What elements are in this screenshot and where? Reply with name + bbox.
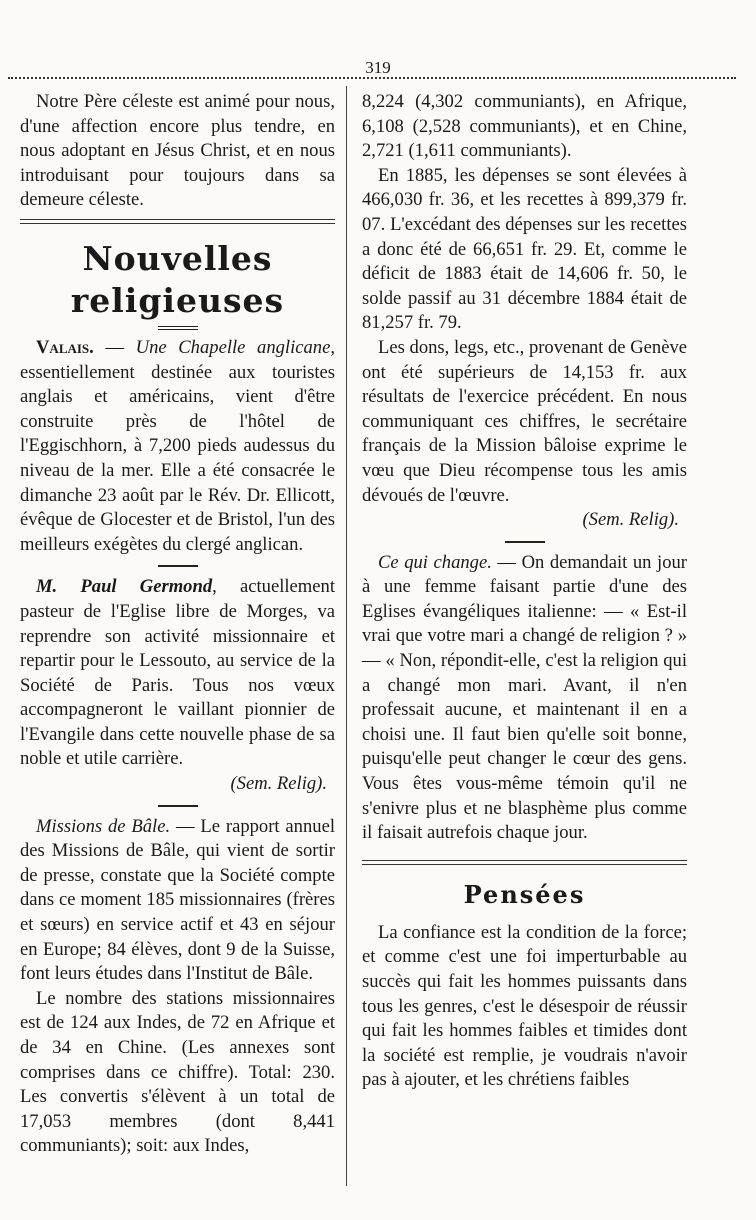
bale-donations-paragraph: Les dons, legs, etc., provenant de Genève ont été supérieurs de 14,153 fr. aux résultats de l'exercice précédent. En nous communiquant ces chiffres, le secrétaire français de la Mission bâloise exprime le vœu que Dieu récompense tous les amis dévoués de l'œuvre.	[362, 336, 687, 506]
right-column	[362, 90, 687, 1093]
separator-dash	[158, 565, 198, 567]
bale-paragraph-2: Le nombre des stations missionnaires est de 124 aux Indes, de 72 en Afrique et de 34 en Chine. (Les annexes sont comprises dans ce chiffre). Total: 230. Les convertis s'élèvent à un total de 17,053 membres (dont 8,441 communiants); soit: aux Indes,	[20, 987, 335, 1157]
bale-lead: Missions de Bâle.	[36, 815, 171, 837]
left-column	[20, 90, 335, 1159]
change-paragraph	[362, 551, 687, 846]
germond-text: , actuellement pasteur de l'Eglise libre de Morges, va reprendre son activité missionnaire et repartir pour le Lessouto, au service de la Société de Paris. Tous nos vœux accompagneront le vaillant pionnier de l'Evangile dans cette nouvelle phase de sa noble et utile carrière.	[20, 576, 335, 770]
pensees-title: Pensées	[463, 879, 586, 909]
separator-dash	[505, 541, 545, 543]
section-title: Nouvelles religieuses	[70, 238, 285, 320]
double-rule	[362, 860, 687, 865]
double-rule	[20, 219, 335, 224]
valais-title: Une Chapelle anglicane,	[135, 336, 335, 358]
change-text: — On demandait un jour à une femme faisant partie d'une des Eglises évangéliques italienne: — « Est-il vrai que votre mari a changé de religion ? » — « Non, répondit-elle, c'est la religion qui a changé mon mari. Avant, il n'en professait aucune, et maintenant il en a choisi une. Il faut bien qu'elle soit bonne, puisqu'elle peut changer le cœur des gens. Vous êtes vous-même témoin qu'il ne s'enivre plus et ne blasphème plus comme il faisait autrefois chaque jour.	[362, 551, 687, 844]
germond-paragraph	[20, 575, 335, 772]
page-number: 319	[365, 58, 391, 77]
intro-paragraph: Notre Père céleste est animé pour nous, d'une affection encore plus tendre, en nous adoptant en Jésus Christ, et en nous introduisant pour toujours dans sa demeure céleste.	[20, 91, 335, 211]
bale-text: — Le rapport annuel des Missions de Bâle, qui vient de sortir de presse, constate que la Société compte dans ce moment 185 missionnaires (frères et sœurs) en service actif et 43 en séjour en Europe; 84 élèves, dont 9 de la Suisse, font leurs études dans l'Institut de Bâle.	[20, 815, 335, 985]
bale-source: (Sem. Relig).	[582, 509, 679, 531]
header-rule	[8, 77, 736, 79]
bale-continuation: 8,224 (4,302 communiants), en Afrique, 6,108 (2,528 communiants), et en Chine, 2,721 (1,611 communiants).	[362, 91, 687, 162]
column-divider	[346, 86, 347, 1186]
valais-text: essentiellement destinée aux touristes anglais et américains, vient d'être construite près de l'hôtel de l'Eggischhorn, à 7,200 pieds audessus du niveau de la mer. Elle a été consacrée le dimanche 23 août par le Rév. Dr. Ellicott, évêque de Glocester et de Bristol, l'un des meilleurs exégètes du clergé anglican.	[20, 361, 335, 555]
valais-lead: Valais.	[36, 336, 94, 358]
ornament-rule	[158, 326, 198, 330]
separator-dash	[158, 805, 198, 807]
germond-lead: M. Paul Germond	[36, 576, 213, 598]
pensees-paragraph: La confiance est la condition de la force; et comme c'est une foi imperturbable au succès qui fait les hommes puissants dans tous les genres, c'est le désespoir de réussir qui fait les hommes faibles et timides dont la société est remplie, je voudrais n'avoir pas à ajouter, et les chrétiens faibles	[362, 921, 687, 1091]
change-lead: Ce qui change.	[378, 551, 492, 573]
germond-source: (Sem. Relig).	[230, 773, 327, 795]
bale-finance-paragraph: En 1885, les dépenses se sont élevées à 466,030 fr. 36, et les recettes à 899,379 fr. 07. L'excédant des dépenses sur les recettes a donc été de 66,651 fr. 29. Et, comme le déficit de 1883 était de 14,606 fr. 50, le solde passif au 31 décembre 1884 était de 81,257 fr. 79.	[362, 164, 687, 334]
valais-paragraph: Valais. — Une Chapelle anglicane, essentiellement destinée aux touristes anglais et américains, vient d'être construite près de l'hôtel de l'Eggischhorn, à 7,200 pieds audessus du niveau de la mer. Elle a été consacrée le dimanche 23 août par le Rév. Dr. Ellicott, évêque de Glocester et de Bristol, l'un des meilleurs exégètes du clergé anglican.	[20, 336, 335, 555]
bale-paragraph	[20, 815, 335, 987]
